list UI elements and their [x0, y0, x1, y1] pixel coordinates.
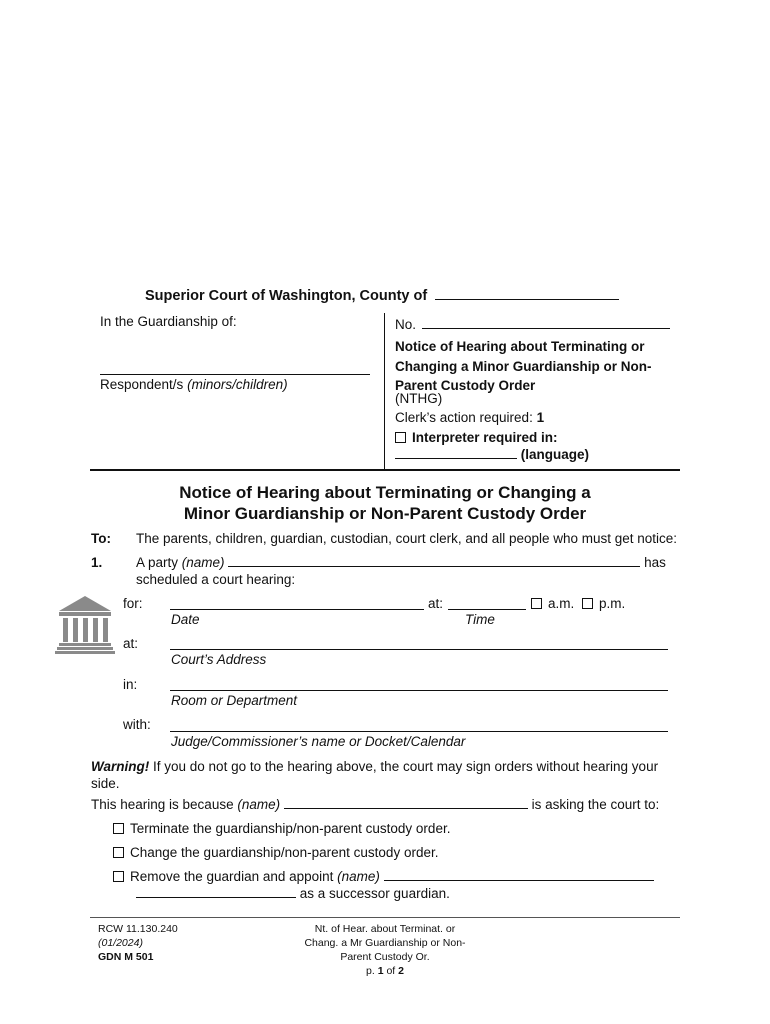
terminate-option[interactable] [113, 821, 450, 836]
successor-row [136, 886, 450, 901]
interpreter-row [395, 430, 558, 445]
footer-short-title-3: Parent Custody Or. [340, 951, 430, 963]
pm-option[interactable] [582, 596, 625, 611]
to-text: The parents, children, guardian, custodian, court clerk, and all people who must get notice: [136, 531, 678, 546]
footer-rule [90, 917, 680, 918]
title-line-1: Notice of Hearing about Terminating or Changing a [179, 483, 591, 502]
header-rule [90, 469, 680, 471]
footer-middle [270, 922, 500, 978]
guardianship-label: In the Guardianship of: [100, 314, 237, 329]
party-row [136, 555, 666, 570]
footer-short-title-1: Nt. of Hear. about Terminat. or [314, 923, 456, 935]
footer-left [98, 922, 178, 964]
clerk-label: Clerk’s action required: [395, 410, 533, 425]
language-row [395, 447, 589, 462]
remove-label: Remove the guardian and appoint [130, 869, 334, 884]
remove-option[interactable] [113, 869, 654, 884]
respondents-italic: (minors/children) [187, 377, 288, 392]
county-blank[interactable] [435, 299, 619, 300]
page-prefix: p. [366, 965, 375, 977]
because-name-blank[interactable] [284, 808, 528, 809]
page-of: of [386, 965, 396, 977]
party-name-blank[interactable] [228, 566, 640, 567]
successor-label: as a successor guardian. [299, 886, 450, 901]
time-caption: Time [465, 612, 495, 627]
case-number-blank[interactable] [422, 328, 670, 329]
page-total: 2 [398, 965, 404, 977]
change-checkbox[interactable] [113, 847, 124, 858]
to-label: To: [91, 531, 111, 546]
room-blank[interactable] [170, 690, 668, 691]
case-number-row [395, 317, 670, 332]
remove-checkbox[interactable] [113, 871, 124, 882]
warning-body: If you do not go to the hearing above, the court may sign orders without hearing your side. [91, 759, 659, 791]
terminate-checkbox[interactable] [113, 823, 124, 834]
because-suffix: is asking the court to: [531, 797, 660, 812]
change-label: Change the guardianship/non-parent custody order. [130, 845, 439, 860]
date-blank[interactable] [170, 609, 424, 610]
address-blank[interactable] [170, 649, 668, 650]
because-label: This hearing is because [91, 797, 234, 812]
warning-label: Warning! [91, 759, 150, 774]
language-label: (language) [520, 447, 590, 462]
party-label: A party [136, 555, 179, 570]
caption-divider [384, 313, 385, 471]
interpreter-label: Interpreter required in: [412, 430, 558, 445]
respondent-name-line[interactable] [100, 374, 370, 375]
successor-name-blank[interactable] [384, 880, 654, 881]
in-label: in: [123, 677, 138, 692]
interpreter-checkbox[interactable] [395, 432, 406, 443]
pm-label: p.m. [599, 596, 626, 611]
address-at-label: at: [123, 636, 139, 651]
item-1-number: 1. [91, 555, 103, 570]
footer-rcw: RCW 11.130.240 [98, 923, 178, 935]
footer-short-title-2: Chang. a Mr Guardianship or Non- [304, 937, 466, 949]
page-number: 1 [377, 965, 384, 977]
party-name-italic: (name) [181, 555, 225, 570]
terminate-label: Terminate the guardianship/non-parent custody order. [130, 821, 451, 836]
judge-caption: Judge/Commissioner’s name or Docket/Calendar [171, 734, 466, 749]
pm-checkbox[interactable] [582, 598, 593, 609]
language-blank[interactable] [395, 458, 517, 459]
successor-name-blank-2[interactable] [136, 897, 296, 898]
title-line-2: Minor Guardianship or Non-Parent Custody Order [183, 504, 587, 523]
warning-text [91, 758, 681, 792]
courthouse-icon [55, 593, 115, 655]
scheduled-text: scheduled a court hearing: [136, 572, 296, 587]
am-checkbox[interactable] [531, 598, 542, 609]
footer-date: (01/2024) [98, 937, 143, 949]
clerk-action [395, 410, 544, 425]
court-label: Superior Court of Washington, County of [145, 288, 428, 304]
page-indicator [270, 964, 500, 978]
has-label: has [644, 555, 666, 570]
time-blank[interactable] [448, 609, 526, 610]
because-row [91, 797, 659, 812]
clerk-value: 1 [536, 410, 545, 425]
change-option[interactable] [113, 845, 438, 860]
footer-form-code: GDN M 501 [98, 951, 154, 963]
main-title [90, 482, 680, 524]
for-label: for: [123, 596, 143, 611]
remove-name-italic: (name) [337, 869, 380, 884]
respondents-text: Respondent/s [100, 377, 184, 392]
form-code: (NTHG) [395, 391, 443, 406]
am-option[interactable] [531, 596, 574, 611]
judge-blank[interactable] [170, 731, 668, 732]
with-label: with: [123, 717, 151, 732]
respondents-label [100, 377, 288, 392]
because-name-italic: (name) [237, 797, 281, 812]
time-at-label: at: [428, 596, 444, 611]
form-title-caption: Notice of Hearing about Terminating or Changing a Minor Guardianship or Non-Parent Custody Order [395, 339, 652, 393]
room-caption: Room or Department [171, 693, 298, 708]
case-number-label: No. [395, 317, 417, 332]
court-heading [145, 288, 619, 304]
am-label: a.m. [548, 596, 575, 611]
address-caption: Court’s Address [171, 652, 267, 667]
date-caption: Date [171, 612, 200, 627]
